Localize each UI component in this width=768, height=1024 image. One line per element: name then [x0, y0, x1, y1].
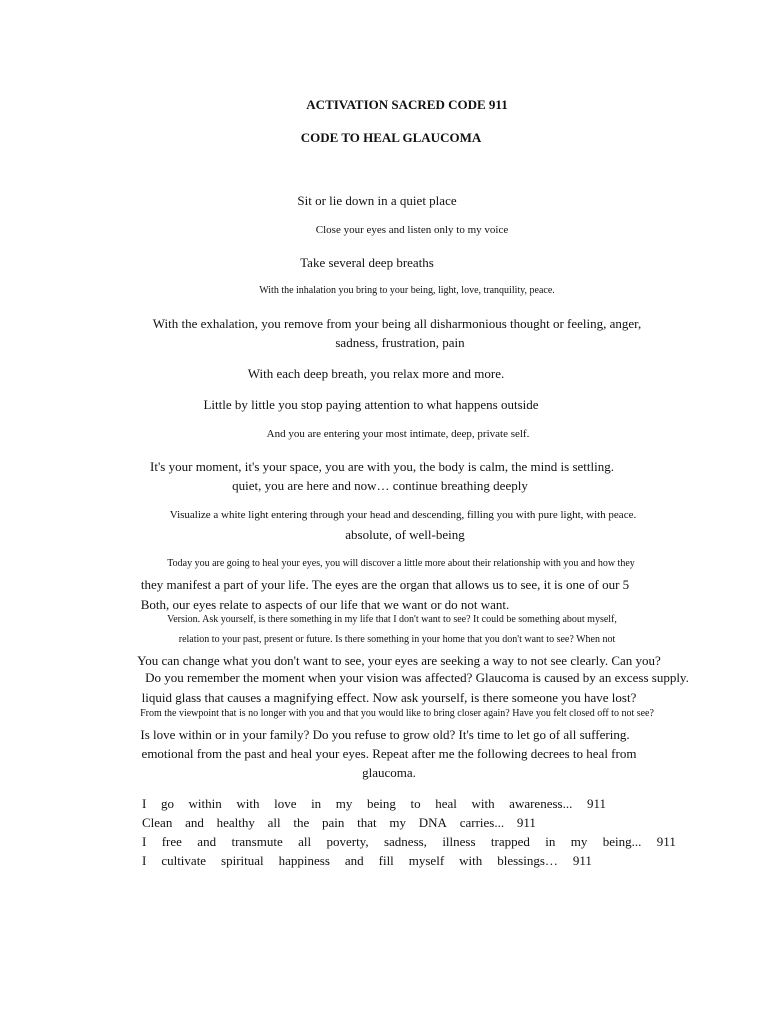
decree-line [142, 854, 592, 867]
text-line: Today you are going to heal your eyes, you will discover a little more about their relationship with you and how they [167, 558, 635, 569]
decree-word: all [298, 834, 312, 849]
decree-word: my [335, 796, 353, 811]
text-line: they manifest a part of your life. The eyes are the organ that allows us to see, it is one of our 5 [140, 577, 630, 592]
decree-word: with [471, 796, 495, 811]
document-subtitle: CODE TO HEAL GLAUCOMA [300, 130, 482, 145]
decree-word: the [293, 815, 310, 830]
decree-word: love [274, 796, 297, 811]
decree-word: trapped [490, 834, 530, 849]
text-line: With each deep breath, you relax more and more. [247, 366, 505, 381]
text-line: From the viewpoint that is no longer with you and that you would like to bring closer again? Have you felt closed off to not see? [140, 708, 654, 719]
text-line: Take several deep breaths [300, 255, 434, 270]
text-line: Close your eyes and listen only to my voice [315, 224, 509, 236]
decree-word: with [459, 853, 483, 868]
decree-line [142, 797, 606, 810]
decree-word: 911 [656, 834, 676, 849]
decree-word: that [357, 815, 377, 830]
decree-word: being [367, 796, 396, 811]
document-title: ACTIVATION SACRED CODE 911 [306, 97, 508, 112]
text-line: absolute, of well-being [345, 527, 465, 542]
text-line: You can change what you don't want to see, your eyes are seeking a way to not see clearly. Can you? [137, 653, 661, 668]
decree-word: carries... [459, 815, 505, 830]
decree-word: and [197, 834, 217, 849]
decree-word: blessings… [497, 853, 558, 868]
decree-word: myself [408, 853, 445, 868]
decree-word: within [188, 796, 222, 811]
decree-word: poverty, [326, 834, 369, 849]
decree-word: free [161, 834, 182, 849]
decree-word: my [570, 834, 588, 849]
decree-word: DNA [418, 815, 447, 830]
text-line: quiet, you are here and now… continue breathing deeply [232, 478, 528, 493]
text-line: glaucoma. [362, 765, 416, 780]
decree-word: transmute [231, 834, 283, 849]
decree-word: to [410, 796, 421, 811]
text-line: Visualize a white light entering through your head and descending, filling you with pure light, with peace. [169, 509, 637, 521]
text-line: relation to your past, present or future. Is there something in your home that you don't want to see? When not [178, 634, 616, 645]
decree-word: in [311, 796, 322, 811]
text-line: Is love within or in your family? Do you refuse to grow old? It's time to let go of all suffering. [140, 727, 630, 742]
text-line: It's your moment, it's your space, you are with you, the body is calm, the mind is settling. [150, 459, 614, 474]
decree-word: I [142, 834, 147, 849]
decree-word: 911 [572, 853, 592, 868]
decree-word: cultivate [161, 853, 207, 868]
decree-word: 911 [586, 796, 606, 811]
decree-word: in [545, 834, 556, 849]
text-line: Version. Ask yourself, is there something in my life that I don't want to see? It could be something about myself, [167, 614, 617, 625]
text-line: emotional from the past and heal your eyes. Repeat after me the following decrees to heal from [141, 746, 637, 761]
decree-line [142, 835, 676, 848]
text-line: With the exhalation, you remove from your being all disharmonious thought or feeling, anger, [152, 316, 642, 331]
decree-word: happiness [278, 853, 330, 868]
decree-word: Clean [142, 815, 173, 830]
text-line: With the inhalation you bring to your being, light, love, tranquility, peace. [259, 285, 555, 296]
decree-word: illness [442, 834, 476, 849]
decree-word: all [267, 815, 281, 830]
text-line: sadness, frustration, pain [335, 335, 465, 350]
decree-word: go [160, 796, 174, 811]
decree-word: I [142, 796, 147, 811]
decree-word: and [185, 815, 204, 830]
text-line: Do you remember the moment when your vision was affected? Glaucoma is caused by an excess supply. [145, 670, 689, 685]
decree-word: I [142, 853, 147, 868]
decree-word: spiritual [221, 853, 264, 868]
text-line: liquid glass that causes a magnifying effect. Now ask yourself, is there someone you have lost? [141, 690, 637, 705]
text-line: Sit or lie down in a quiet place [297, 193, 457, 208]
decree-word: healthy [216, 815, 255, 830]
text-line: And you are entering your most intimate, deep, private self. [266, 428, 530, 440]
decree-word: with [236, 796, 260, 811]
decree-word: my [389, 815, 407, 830]
decree-word: 911 [516, 815, 536, 830]
decree-word: pain [322, 815, 345, 830]
decree-word: awareness... [509, 796, 573, 811]
decree-word: sadness, [383, 834, 427, 849]
decree-word: and [344, 853, 364, 868]
decree-word: fill [378, 853, 394, 868]
text-line: Both, our eyes relate to aspects of our life that we want or do not want. [140, 597, 510, 612]
decree-word: being... [602, 834, 642, 849]
decree-word: heal [435, 796, 457, 811]
text-line: Little by little you stop paying attention to what happens outside [203, 397, 539, 412]
decree-line [142, 816, 536, 829]
